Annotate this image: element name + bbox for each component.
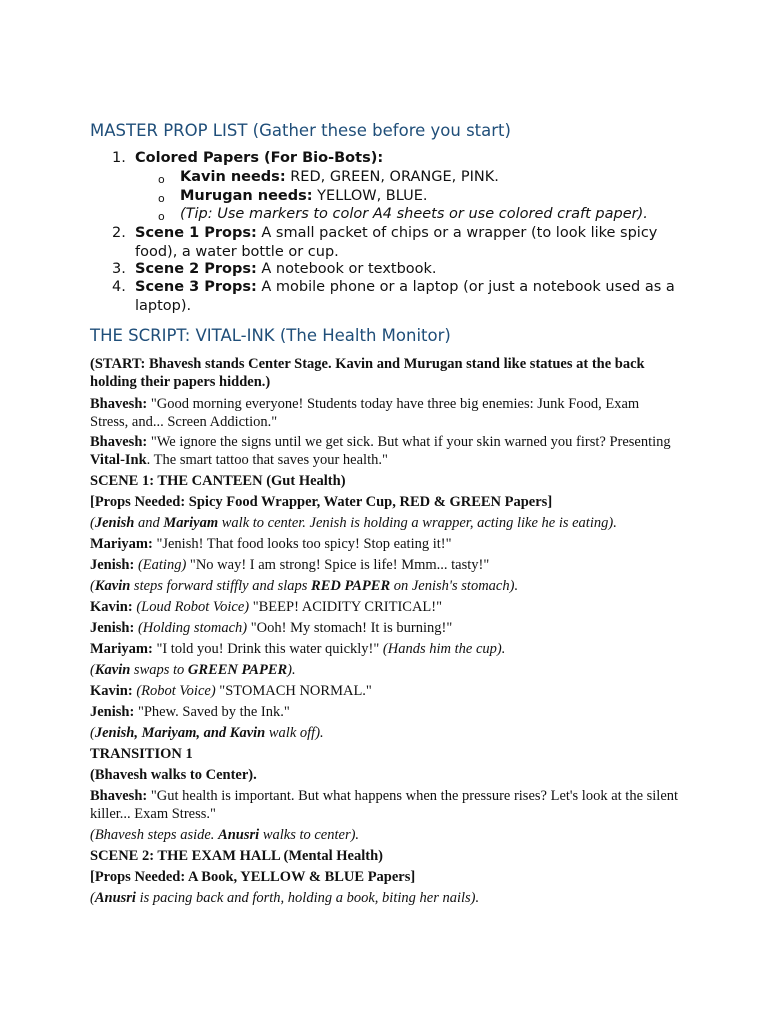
prop-item bbox=[135, 260, 675, 279]
character-name: Anusri bbox=[94, 890, 136, 906]
direction-text: ). bbox=[287, 662, 296, 678]
prop-item bbox=[135, 278, 675, 315]
prop-item-label: Colored Papers (For Bio-Bots): bbox=[135, 150, 384, 166]
start-direction-text: (START: Bhavesh stands Center Stage. Kavin and Murugan stand like statues at the back holding their papers hidden.) bbox=[90, 356, 645, 390]
transition-heading bbox=[90, 745, 680, 763]
dialogue-text: "I told you! Drink this water quickly!" bbox=[152, 641, 380, 657]
direction-text: swaps to bbox=[130, 662, 188, 678]
dialogue-text: "Phew. Saved by the Ink." bbox=[134, 704, 290, 720]
direction-text: (Bhavesh walks to Center). bbox=[90, 767, 257, 783]
speaker-name: Mariyam: bbox=[90, 536, 153, 552]
character-name: Anusri bbox=[218, 827, 260, 843]
direction-text: walks to center). bbox=[259, 827, 360, 843]
prop-subitem-label: Kavin needs: bbox=[180, 169, 286, 185]
scene-title: SCENE 2: THE EXAM HALL (Mental Health) bbox=[90, 848, 383, 864]
direction-text: and bbox=[134, 515, 164, 531]
direction-text: walk to center. Jenish is holding a wrapper, acting like he is eating). bbox=[218, 515, 617, 531]
prop-item-number: 4. bbox=[112, 279, 126, 295]
stage-direction bbox=[90, 514, 680, 532]
dialogue-text: "Gut health is important. But what happens when the pressure rises? Let's look at the silent killer... Exam Stress." bbox=[90, 788, 679, 822]
dialogue-line bbox=[90, 598, 680, 616]
speaker-name: Bhavesh: bbox=[90, 396, 148, 412]
dialogue-text: "Good morning everyone! Students today have three big enemies: Junk Food, Exam Stress, and... Screen Addiction." bbox=[90, 396, 640, 430]
dialogue-text: "BEEP! ACIDITY CRITICAL!" bbox=[249, 599, 443, 615]
props-needed-text: [Props Needed: A Book, YELLOW & BLUE Papers] bbox=[90, 869, 416, 885]
dialogue-text: "We ignore the signs until we get sick. But what if your skin warned you first? Presenting bbox=[147, 434, 671, 450]
speaker-name: Jenish: bbox=[90, 704, 135, 720]
bullet-marker: o bbox=[158, 173, 165, 186]
prop-subitem-tip bbox=[180, 205, 648, 224]
product-name: Vital-Ink bbox=[90, 452, 147, 468]
character-names: Jenish, Mariyam, and Kavin bbox=[94, 725, 266, 741]
speaker-name: Jenish: bbox=[90, 557, 135, 573]
stage-direction bbox=[90, 826, 680, 844]
direction-text: ( bbox=[90, 515, 95, 531]
direction-text: on Jenish's stomach). bbox=[390, 578, 519, 594]
prop-list-heading: MASTER PROP LIST (Gather these before you start) bbox=[90, 121, 511, 140]
direction-text: ( bbox=[90, 578, 95, 594]
prop-item bbox=[135, 224, 675, 261]
prop-item bbox=[135, 149, 675, 168]
direction-text: steps forward stiffly and slaps bbox=[130, 578, 312, 594]
dialogue-line bbox=[90, 703, 680, 721]
character-name: Kavin bbox=[94, 578, 131, 594]
props-needed-text: [Props Needed: Spicy Food Wrapper, Water Cup, RED & GREEN Papers] bbox=[90, 494, 553, 510]
stage-direction bbox=[90, 889, 680, 907]
prop-name: GREEN PAPER bbox=[187, 662, 288, 678]
prop-item-text: A small packet of chips or a wrapper (to look like spicy food), a water bottle or cup. bbox=[135, 225, 658, 260]
prop-item-number: 2. bbox=[112, 225, 126, 241]
stage-direction bbox=[90, 577, 680, 595]
dialogue-text: . The smart tattoo that saves your health." bbox=[146, 452, 388, 468]
direction-text: ( bbox=[90, 890, 95, 906]
props-needed bbox=[90, 868, 680, 886]
stage-direction-start bbox=[90, 355, 680, 391]
speaker-name: Jenish: bbox=[90, 620, 135, 636]
speaker-name: Bhavesh: bbox=[90, 434, 148, 450]
prop-tip-text: (Tip: Use markers to color A4 sheets or use colored craft paper). bbox=[180, 206, 648, 222]
prop-subitem bbox=[180, 168, 499, 187]
dialogue-text: "STOMACH NORMAL." bbox=[215, 683, 372, 699]
dialogue-text: "No way! I am strong! Spice is life! Mmm... tasty!" bbox=[186, 557, 490, 573]
inline-direction: (Robot Voice) bbox=[132, 683, 216, 699]
prop-subitem-label: Murugan needs: bbox=[180, 188, 313, 204]
direction-text: (Bhavesh steps aside. bbox=[90, 827, 219, 843]
speaker-name: Kavin: bbox=[90, 683, 133, 699]
inline-direction: (Loud Robot Voice) bbox=[132, 599, 250, 615]
transition-title: TRANSITION 1 bbox=[90, 746, 193, 762]
prop-subitem-text: YELLOW, BLUE. bbox=[312, 188, 428, 204]
dialogue-line bbox=[90, 433, 680, 469]
direction-text: ( bbox=[90, 662, 95, 678]
dialogue-line bbox=[90, 787, 680, 823]
prop-item-text: A notebook or textbook. bbox=[256, 261, 437, 277]
prop-item-number: 1. bbox=[112, 150, 126, 166]
speaker-name: Bhavesh: bbox=[90, 788, 148, 804]
props-needed bbox=[90, 493, 680, 511]
stage-direction bbox=[90, 766, 680, 784]
dialogue-line bbox=[90, 640, 680, 658]
dialogue-line bbox=[90, 619, 680, 637]
inline-direction: (Eating) bbox=[134, 557, 187, 573]
character-name: Kavin bbox=[94, 662, 131, 678]
dialogue-line bbox=[90, 682, 680, 700]
prop-item-label: Scene 3 Props: bbox=[135, 279, 257, 295]
prop-item-number: 3. bbox=[112, 261, 126, 277]
prop-subitem-text: RED, GREEN, ORANGE, PINK. bbox=[285, 169, 499, 185]
dialogue-text: "Ooh! My stomach! It is burning!" bbox=[247, 620, 453, 636]
inline-direction: (Hands him the cup). bbox=[379, 641, 506, 657]
dialogue-line bbox=[90, 535, 680, 553]
speaker-name: Kavin: bbox=[90, 599, 133, 615]
inline-direction: (Holding stomach) bbox=[134, 620, 248, 636]
dialogue-line bbox=[90, 395, 680, 431]
scene-heading bbox=[90, 472, 680, 490]
dialogue-line bbox=[90, 556, 680, 574]
character-name: Jenish bbox=[94, 515, 135, 531]
prop-item-label: Scene 1 Props: bbox=[135, 225, 257, 241]
dialogue-text: "Jenish! That food looks too spicy! Stop eating it!" bbox=[152, 536, 452, 552]
bullet-marker: o bbox=[158, 192, 165, 205]
prop-subitem bbox=[180, 187, 428, 206]
bullet-marker: o bbox=[158, 210, 165, 223]
stage-direction bbox=[90, 724, 680, 742]
scene-title: SCENE 1: THE CANTEEN (Gut Health) bbox=[90, 473, 346, 489]
character-name: Mariyam bbox=[163, 515, 219, 531]
direction-text: is pacing back and forth, holding a book, biting her nails). bbox=[135, 890, 480, 906]
stage-direction bbox=[90, 661, 680, 679]
direction-text: ( bbox=[90, 725, 95, 741]
speaker-name: Mariyam: bbox=[90, 641, 153, 657]
direction-text: walk off). bbox=[265, 725, 324, 741]
script-heading: THE SCRIPT: VITAL-INK (The Health Monitor) bbox=[90, 326, 451, 345]
scene-heading bbox=[90, 847, 680, 865]
prop-item-label: Scene 2 Props: bbox=[135, 261, 257, 277]
prop-name: RED PAPER bbox=[311, 578, 391, 594]
prop-item-text: A mobile phone or a laptop (or just a notebook used as a laptop). bbox=[135, 279, 675, 314]
